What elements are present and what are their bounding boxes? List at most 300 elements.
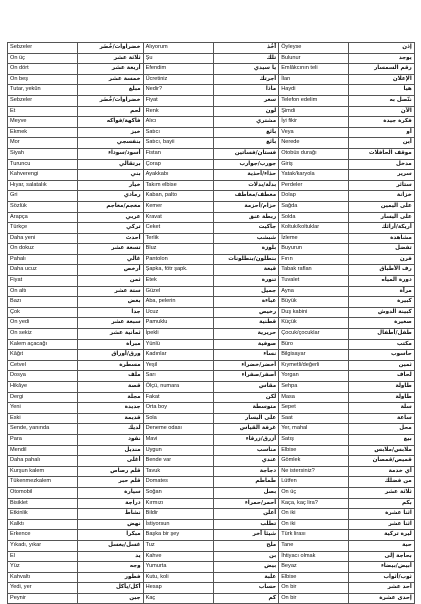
turkish-word-cell: Küçük: [279, 318, 349, 329]
turkish-word-cell: Bulunur: [279, 53, 349, 64]
arabic-word-cell: جاكيت: [213, 223, 279, 234]
table-row: [8, 74, 415, 85]
table-row: [8, 85, 415, 96]
arabic-word-cell: أعلن: [213, 509, 279, 520]
arabic-word-cell: طاولة: [349, 382, 415, 393]
turkish-word-cell: Satış: [279, 434, 349, 445]
turkish-word-cell: Peynir: [8, 593, 78, 604]
turkish-word-cell: Bildir: [143, 509, 213, 520]
turkish-word-cell: Yumurta: [143, 562, 213, 573]
turkish-word-cell: Gri: [8, 191, 78, 202]
turkish-word-cell: On sekiz: [8, 329, 78, 340]
turkish-word-cell: Tabak raflan: [279, 265, 349, 276]
turkish-word-cell: Orta boy: [143, 403, 213, 414]
arabic-word-cell: مناسب: [213, 445, 279, 456]
arabic-word-cell: اثنا عشر: [349, 519, 415, 530]
turkish-word-cell: Emlâkcının teli: [279, 64, 349, 75]
turkish-word-cell: Kaç: [143, 593, 213, 604]
arabic-word-cell: نساء: [213, 350, 279, 361]
turkish-word-cell: Tuz: [143, 540, 213, 551]
turkish-word-cell: Yünlü: [143, 339, 213, 350]
arabic-word-cell: بكم: [349, 498, 415, 509]
arabic-word-cell: قميص/قمصان: [349, 456, 415, 467]
turkish-word-cell: On beş: [8, 74, 78, 85]
arabic-word-cell: بنطلون/بنطلونات: [213, 254, 279, 265]
table-row: [8, 318, 415, 329]
turkish-word-cell: Satıcı: [143, 127, 213, 138]
turkish-word-cell: Yatak/karyola: [279, 170, 349, 181]
turkish-word-cell: Aba, pelerin: [143, 297, 213, 308]
table-row: [8, 477, 415, 488]
turkish-word-cell: Kahvaltı: [8, 572, 78, 583]
arabic-word-cell: فستان/فساتين: [213, 148, 279, 159]
turkish-word-cell: Sola: [143, 413, 213, 424]
arabic-word-cell: لحم: [78, 106, 144, 117]
turkish-word-cell: Sözlük: [8, 201, 78, 212]
arabic-word-cell: ليرة تركية: [349, 530, 415, 541]
table-row: [8, 117, 415, 128]
arabic-word-cell: من فضلك: [349, 477, 415, 488]
arabic-word-cell: علبة: [213, 572, 279, 583]
turkish-word-cell: Şu: [143, 53, 213, 64]
arabic-word-cell: لحاف: [349, 371, 415, 382]
turkish-word-cell: Büro: [279, 339, 349, 350]
turkish-word-cell: Yeşil: [143, 360, 213, 371]
arabic-word-cell: وجه: [78, 562, 144, 573]
turkish-word-cell: Telefon edelim: [279, 95, 349, 106]
table-row: [8, 413, 415, 424]
turkish-word-cell: Et: [8, 106, 78, 117]
arabic-word-cell: ثوب/أثواب: [349, 572, 415, 583]
turkish-word-cell: İzleme: [279, 233, 349, 244]
arabic-word-cell: دورة المياه: [349, 276, 415, 287]
arabic-word-cell: أرخص: [78, 265, 144, 276]
turkish-word-cell: Duş kabini: [279, 307, 349, 318]
turkish-word-cell: Fiyat: [8, 276, 78, 287]
turkish-word-cell: Büyük: [279, 297, 349, 308]
turkish-word-cell: Koltuk/koltuklar: [279, 223, 349, 234]
arabic-word-cell: مشتري: [213, 117, 279, 128]
turkish-word-cell: Şimdi: [279, 106, 349, 117]
arabic-word-cell: طاولة: [349, 392, 415, 403]
arabic-word-cell: غرفة القياس: [213, 424, 279, 435]
table-row: [8, 456, 415, 467]
table-row: [8, 286, 415, 297]
turkish-word-cell: Efendim: [143, 64, 213, 75]
turkish-word-cell: Otomobil: [8, 487, 78, 498]
arabic-word-cell: بائع: [213, 138, 279, 149]
arabic-word-cell: أحدث: [78, 233, 144, 244]
turkish-word-cell: Satıcı, bayii: [143, 138, 213, 149]
turkish-word-cell: Kravat: [143, 212, 213, 223]
arabic-word-cell: شبشب: [213, 233, 279, 244]
turkish-word-cell: Daha pahalı: [8, 456, 78, 467]
turkish-word-cell: Giriş: [279, 159, 349, 170]
arabic-word-cell: مرآة: [349, 286, 415, 297]
turkish-word-cell: Ölçü, numara: [143, 382, 213, 393]
table-row: [8, 593, 415, 604]
turkish-word-cell: Pahalı: [8, 254, 78, 265]
arabic-word-cell: طفل/أطفال: [349, 329, 415, 340]
turkish-word-cell: Lütfen: [279, 477, 349, 488]
turkish-word-cell: Tutar, yekûn: [8, 85, 78, 96]
turkish-word-cell: Perdeler: [279, 180, 349, 191]
turkish-word-cell: İlan: [279, 74, 349, 85]
turkish-word-cell: Pantolon: [143, 254, 213, 265]
turkish-word-cell: Yıkadı, yıkar: [8, 540, 78, 551]
turkish-word-cell: Kalktı: [8, 519, 78, 530]
turkish-word-cell: Otobüs durağı: [279, 148, 349, 159]
table-row: [8, 212, 415, 223]
arabic-word-cell: غسل/يغسل: [78, 540, 144, 551]
arabic-word-cell: ستة عشر: [78, 286, 144, 297]
arabic-word-cell: كبيرة: [349, 297, 415, 308]
turkish-word-cell: On üç: [8, 53, 78, 64]
turkish-word-cell: Dergi: [8, 392, 78, 403]
arabic-word-cell: طماطم: [213, 477, 279, 488]
table-row: [8, 583, 415, 594]
turkish-word-cell: Saat: [279, 413, 349, 424]
turkish-word-cell: Ucuz: [143, 307, 213, 318]
arabic-word-cell: ستائر: [349, 180, 415, 191]
turkish-word-cell: Sehpa: [279, 382, 349, 393]
arabic-word-cell: تنورة: [213, 276, 279, 287]
turkish-word-cell: Nerede: [279, 138, 349, 149]
arabic-word-cell: بعض: [78, 297, 144, 308]
arabic-word-cell: سبعة عشر: [78, 318, 144, 329]
turkish-word-cell: Bazı: [8, 297, 78, 308]
table-row: [8, 106, 415, 117]
turkish-word-cell: Yüz: [8, 562, 78, 573]
arabic-word-cell: مبكرا: [78, 530, 144, 541]
turkish-word-cell: Tavuk: [143, 466, 213, 477]
table-row: [8, 127, 415, 138]
turkish-word-cell: Kemer: [143, 201, 213, 212]
turkish-word-cell: Tane: [279, 540, 349, 551]
turkish-word-cell: Türkçe: [8, 223, 78, 234]
turkish-word-cell: Başka bir şey: [143, 530, 213, 541]
turkish-word-cell: Ücretiniz: [143, 74, 213, 85]
turkish-word-cell: Tuvalet: [279, 276, 349, 287]
turkish-word-cell: Soğan: [143, 487, 213, 498]
arabic-word-cell: صغيرة: [349, 318, 415, 329]
arabic-word-cell: خيار: [78, 180, 144, 191]
turkish-word-cell: Beyaz: [279, 562, 349, 573]
table-row: [8, 254, 415, 265]
arabic-word-cell: أين: [349, 138, 415, 149]
turkish-word-cell: On bir: [279, 593, 349, 604]
arabic-word-cell: أحد عشر: [349, 583, 415, 594]
arabic-word-cell: جديدة: [78, 403, 144, 414]
arabic-word-cell: حزام/أحزمة: [213, 201, 279, 212]
table-row: [8, 297, 415, 308]
turkish-word-cell: Bende var: [143, 456, 213, 467]
arabic-word-cell: عباءة: [213, 297, 279, 308]
arabic-word-cell: قبعة: [213, 265, 279, 276]
turkish-word-cell: On yedi: [8, 318, 78, 329]
arabic-word-cell: أربعة عشر: [78, 64, 144, 75]
turkish-word-cell: Fistan: [143, 148, 213, 159]
arabic-word-cell: مدخل: [349, 159, 415, 170]
arabic-word-cell: تفضل: [349, 244, 415, 255]
turkish-word-cell: Arapça: [8, 212, 78, 223]
arabic-word-cell: ثلاثة عشر: [78, 53, 144, 64]
turkish-word-cell: Kaban, palto: [143, 191, 213, 202]
turkish-word-cell: Sende, yanında: [8, 424, 78, 435]
arabic-word-cell: موقف الحافلات: [349, 148, 415, 159]
table-row: [8, 159, 415, 170]
turkish-word-cell: Siyah: [8, 148, 78, 159]
table-row: [8, 445, 415, 456]
arabic-word-cell: بحاجة إلى: [349, 551, 415, 562]
table-row: [8, 403, 415, 414]
arabic-word-cell: مكتب: [349, 339, 415, 350]
arabic-word-cell: فكرة جيدة: [349, 117, 415, 128]
turkish-word-cell: Ekmek: [8, 127, 78, 138]
arabic-word-cell: بني: [78, 170, 144, 181]
arabic-word-cell: مشاهدة: [349, 233, 415, 244]
turkish-word-cell: Kahverengi: [8, 170, 78, 181]
turkish-word-cell: On iki: [279, 509, 349, 520]
arabic-word-cell: إحدى عشرة: [349, 593, 415, 604]
table-row: [8, 424, 415, 435]
arabic-word-cell: حاسوب: [349, 350, 415, 361]
arabic-word-cell: حساب: [213, 583, 279, 594]
turkish-word-cell: Mavi: [143, 434, 213, 445]
arabic-word-cell: قلم رصاص: [78, 466, 144, 477]
arabic-word-cell: لون: [213, 106, 279, 117]
arabic-word-cell: مجلة: [78, 392, 144, 403]
arabic-word-cell: جدا: [78, 307, 144, 318]
table-row: [8, 201, 415, 212]
arabic-word-cell: على اليمين: [349, 201, 415, 212]
table-row: [8, 360, 415, 371]
turkish-word-cell: Ayakkabı: [143, 170, 213, 181]
arabic-word-cell: محل: [349, 424, 415, 435]
arabic-word-cell: لديك: [78, 424, 144, 435]
arabic-word-cell: خضراوات/خُضَر: [78, 95, 144, 106]
arabic-word-cell: ثمين: [349, 360, 415, 371]
arabic-word-cell: بصل: [213, 487, 279, 498]
arabic-word-cell: تركي: [78, 223, 144, 234]
arabic-word-cell: أكل/يأكل: [78, 583, 144, 594]
table-row: [8, 382, 415, 393]
arabic-word-cell: ساعة: [349, 413, 415, 424]
arabic-word-cell: الإعلان: [349, 74, 415, 85]
turkish-word-cell: Sebzeler: [8, 43, 78, 54]
turkish-word-cell: Daha yeni: [8, 233, 78, 244]
turkish-word-cell: Ceket: [143, 223, 213, 234]
arabic-word-cell: مبلغ: [78, 85, 144, 96]
arabic-word-cell: على اليسار: [213, 413, 279, 424]
turkish-word-cell: İstiyorsun: [143, 519, 213, 530]
turkish-word-cell: Çok: [8, 307, 78, 318]
turkish-word-cell: Sebzeler: [8, 95, 78, 106]
table-row: [8, 339, 415, 350]
arabic-word-cell: معطف/معاطف: [213, 191, 279, 202]
turkish-word-cell: Domates: [143, 477, 213, 488]
turkish-word-cell: Kalem açacağı: [8, 339, 78, 350]
arabic-word-cell: بلوزة: [213, 244, 279, 255]
arabic-word-cell: رف الأطباق: [349, 265, 415, 276]
arabic-word-cell: قلم حبر: [78, 477, 144, 488]
turkish-word-cell: Deneme odası: [143, 424, 213, 435]
turkish-word-cell: Kırmızı: [143, 498, 213, 509]
arabic-word-cell: رمادي: [78, 191, 144, 202]
turkish-word-cell: On üç: [279, 487, 349, 498]
turkish-word-cell: Elbise: [279, 445, 349, 456]
arabic-word-cell: فرن: [349, 254, 415, 265]
table-row: [8, 191, 415, 202]
turkish-word-cell: Takım elbise: [143, 180, 213, 191]
arabic-word-cell: أغلى: [78, 456, 144, 467]
table-row: [8, 148, 415, 159]
turkish-word-cell: Bluz: [143, 244, 213, 255]
arabic-word-cell: رقم السمسار: [349, 64, 415, 75]
arabic-word-cell: عربي: [78, 212, 144, 223]
arabic-word-cell: أجرتك: [213, 74, 279, 85]
table-row: [8, 434, 415, 445]
turkish-word-cell: Renk: [143, 106, 213, 117]
turkish-word-cell: Haydi: [279, 85, 349, 96]
arabic-word-cell: ورق/أوراق: [78, 350, 144, 361]
turkish-word-cell: Meyve: [8, 117, 78, 128]
turkish-word-cell: Bilgisayar: [279, 350, 349, 361]
turkish-word-cell: Çorap: [143, 159, 213, 170]
turkish-word-cell: Gömlek: [279, 456, 349, 467]
arabic-word-cell: نهض: [78, 519, 144, 530]
arabic-word-cell: دراجة: [78, 498, 144, 509]
turkish-word-cell: Yeni: [8, 403, 78, 414]
arabic-word-cell: متوسطة: [213, 403, 279, 414]
table-row: [8, 307, 415, 318]
table-row: [8, 371, 415, 382]
turkish-word-cell: Terlik: [143, 233, 213, 244]
table-row: [8, 95, 415, 106]
arabic-word-cell: ماذا: [213, 85, 279, 96]
turkish-word-cell: Kıymetli/değerli: [279, 360, 349, 371]
turkish-word-cell: Güzel: [143, 286, 213, 297]
arabic-word-cell: صوفية: [213, 339, 279, 350]
turkish-word-cell: Öyleyse: [279, 43, 349, 54]
arabic-word-cell: قصة: [78, 382, 144, 393]
table-row: [8, 350, 415, 361]
arabic-word-cell: أخضر/خضراء: [213, 360, 279, 371]
turkish-word-cell: Ayna: [279, 286, 349, 297]
turkish-word-cell: Ne istersiniz?: [279, 466, 349, 477]
table-row: [8, 487, 415, 498]
arabic-word-cell: حريرية: [213, 329, 279, 340]
arabic-word-cell: كبينة الدوش: [349, 307, 415, 318]
turkish-word-cell: Fakat: [143, 392, 213, 403]
arabic-word-cell: سلة: [349, 403, 415, 414]
arabic-word-cell: أو: [349, 127, 415, 138]
turkish-word-cell: Kadınlar: [143, 350, 213, 361]
turkish-word-cell: El: [8, 551, 78, 562]
arabic-word-cell: نقود: [78, 434, 144, 445]
arabic-word-cell: بدلة/بدلات: [213, 180, 279, 191]
turkish-word-cell: Veya: [279, 127, 349, 138]
turkish-word-cell: On dokuz: [8, 244, 78, 255]
arabic-word-cell: هيا: [349, 85, 415, 96]
arabic-word-cell: أريكة/أرائك: [349, 223, 415, 234]
arabic-word-cell: بيع: [349, 434, 415, 445]
table-row: [8, 392, 415, 403]
turkish-word-cell: Kâğıt: [8, 350, 78, 361]
turkish-word-cell: Hıyar, salatalık: [8, 180, 78, 191]
arabic-word-cell: بائع: [213, 127, 279, 138]
turkish-word-cell: Solda: [279, 212, 349, 223]
table-row: [8, 540, 415, 551]
arabic-word-cell: مقاس: [213, 382, 279, 393]
arabic-word-cell: عندي: [213, 456, 279, 467]
arabic-word-cell: تطلب: [213, 519, 279, 530]
table-row: [8, 562, 415, 573]
arabic-word-cell: يا سيدي: [213, 64, 279, 75]
arabic-word-cell: خزانة: [349, 191, 415, 202]
table-row: [8, 572, 415, 583]
arabic-word-cell: خبز: [78, 127, 144, 138]
arabic-word-cell: شيئا آخر: [213, 530, 279, 541]
vocabulary-table-body: [8, 43, 415, 604]
arabic-word-cell: ملابس/ملابس: [349, 445, 415, 456]
table-row: [8, 265, 415, 276]
table-row: [8, 170, 415, 181]
table-row: [8, 530, 415, 541]
arabic-word-cell: على اليسار: [349, 212, 415, 223]
turkish-word-cell: Uygun: [143, 445, 213, 456]
arabic-word-cell: ملح: [213, 540, 279, 551]
turkish-word-cell: İpekli: [143, 329, 213, 340]
table-row: [8, 276, 415, 287]
arabic-word-cell: ثمانية عشر: [78, 329, 144, 340]
turkish-word-cell: İyi fikir: [279, 117, 349, 128]
table-row: [8, 43, 415, 54]
table-row: [8, 53, 415, 64]
arabic-word-cell: اثنا عشرة: [349, 509, 415, 520]
arabic-word-cell: بنفسجي: [78, 138, 144, 149]
turkish-word-cell: Yedi, yer: [8, 583, 78, 594]
turkish-word-cell: Masa: [279, 392, 349, 403]
arabic-word-cell: قديمة: [78, 413, 144, 424]
table-row: [8, 233, 415, 244]
turkish-word-cell: Yorgan: [279, 371, 349, 382]
arabic-word-cell: معجم/معاجم: [78, 201, 144, 212]
turkish-word-cell: Dolap: [279, 191, 349, 202]
turkish-word-cell: On bir: [279, 583, 349, 594]
arabic-word-cell: أسود/سوداء: [78, 148, 144, 159]
turkish-word-cell: Erkence: [8, 530, 78, 541]
turkish-word-cell: Etkinlik: [8, 509, 78, 520]
arabic-word-cell: منديل: [78, 445, 144, 456]
arabic-word-cell: سعر: [213, 95, 279, 106]
turkish-word-cell: Dosya: [8, 371, 78, 382]
arabic-word-cell: يد: [78, 551, 144, 562]
turkish-word-cell: Sağda: [279, 201, 349, 212]
arabic-word-cell: جورب/جوارب: [213, 159, 279, 170]
arabic-word-cell: أبيض/بيضاء: [349, 562, 415, 573]
turkish-word-cell: On altı: [8, 286, 78, 297]
turkish-word-cell: Yer, mahal: [279, 424, 349, 435]
arabic-word-cell: ربطة عنق: [213, 212, 279, 223]
turkish-word-cell: Nedir?: [143, 85, 213, 96]
arabic-word-cell: حذاء/أحذية: [213, 170, 279, 181]
turkish-word-cell: Fırın: [279, 254, 349, 265]
arabic-word-cell: خمسة عشر: [78, 74, 144, 85]
table-row: [8, 498, 415, 509]
table-row: [8, 64, 415, 75]
arabic-word-cell: الآن: [349, 106, 415, 117]
